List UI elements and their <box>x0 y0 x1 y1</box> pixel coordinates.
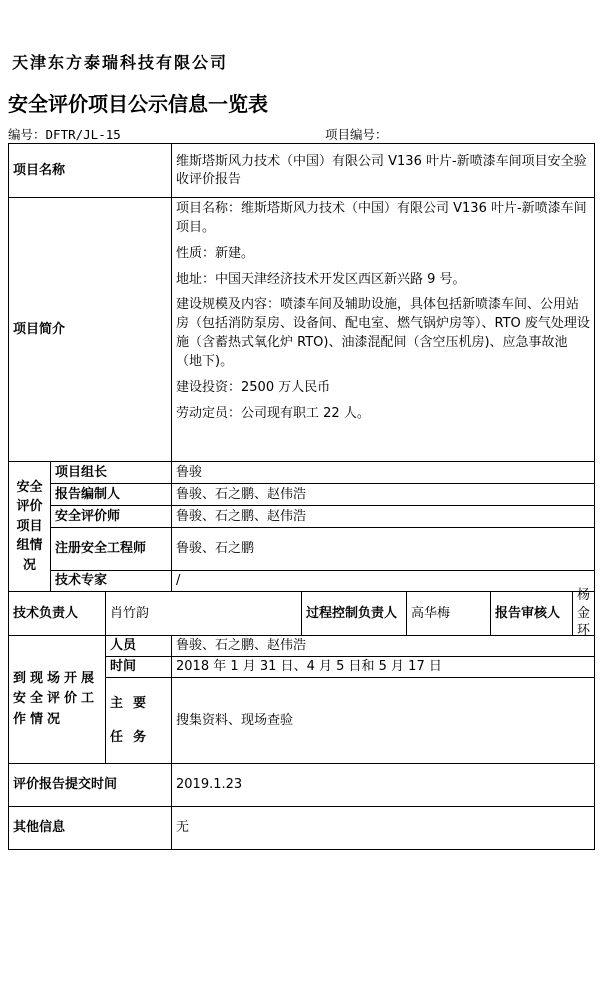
intro-line: 劳动定员：公司现有职工 22 人。 <box>176 405 370 421</box>
visit-people-value: 鲁骏、石之鹏、赵伟浩 <box>172 636 595 657</box>
project-name-label: 项目名称 <box>9 144 172 198</box>
team-row <box>9 506 595 528</box>
intro-line: 性质：新建。 <box>176 245 255 261</box>
visit-time-label: 时间 <box>106 657 172 678</box>
visit-time-value: 2018 年 1 月 31 日、4 月 5 日和 5 月 17 日 <box>172 657 595 678</box>
team-row-value: / <box>172 571 595 592</box>
row-responsible <box>9 592 595 636</box>
team-row-label: 注册安全工程师 <box>51 528 172 571</box>
tech-lead-value: 肖竹韵 <box>106 592 302 636</box>
document-title: 安全评价项目公示信息一览表 <box>8 92 268 116</box>
team-row-label: 技术专家 <box>51 571 172 592</box>
team-row-value: 鲁骏、石之鹏、赵伟浩 <box>172 484 595 506</box>
team-row <box>9 462 595 484</box>
reviewer-label: 报告审核人 <box>491 592 573 635</box>
project-number-label: 项目编号： <box>325 127 388 142</box>
intro-line: 建设规模及内容：喷漆车间及辅助设施，具体包括新喷漆车间、公用站房（包括消防泵房、设备间、配电室、燃气锅炉房等）、RTO 废气处理设施（含蓄热式氧化炉 RTO)、油漆混配间（含空压机房)、应急事故池（地下)。 <box>176 297 590 369</box>
team-row <box>9 571 595 592</box>
team-row-label: 报告编制人 <box>51 484 172 506</box>
site-visit-label: 到现场开展安全评价工作情况 <box>9 636 106 764</box>
company-name: 天津东方泰瑞科技有限公司 <box>12 53 229 72</box>
process-control-label: 过程控制负责人 <box>302 592 407 636</box>
visit-task-label: 主要任务 <box>106 678 172 764</box>
visit-people-label: 人员 <box>106 636 172 657</box>
other-info-value: 无 <box>172 807 595 850</box>
other-info-label: 其他信息 <box>9 807 172 850</box>
intro-line: 地址：中国天津经济技术开发区西区新兴路 9 号。 <box>176 271 466 287</box>
review-cell <box>491 588 595 639</box>
submit-time-value: 2019.1.23 <box>172 764 595 807</box>
team-row-value: 鲁骏、石之鹏、赵伟浩 <box>172 506 595 528</box>
team-row <box>9 484 595 506</box>
visit-task-value: 搜集资料、现场查验 <box>172 678 595 764</box>
project-intro-content <box>172 198 595 462</box>
row-submit-time <box>9 764 595 807</box>
info-table <box>8 143 595 850</box>
tech-lead-label: 技术负责人 <box>9 592 106 636</box>
team-row-label: 安全评价师 <box>51 506 172 528</box>
row-project-name <box>9 144 595 198</box>
row-other-info <box>9 807 595 850</box>
team-row-label: 项目组长 <box>51 462 172 484</box>
document-number <box>8 125 121 143</box>
doc-no-label: 编号： <box>8 127 46 142</box>
project-name-value: 维斯塔斯风力技术（中国）有限公司 V136 叶片-新喷漆车间项目安全验收评价报告 <box>172 144 595 198</box>
intro-line: 项目名称：维斯塔斯风力技术（中国）有限公司 V136 叶片-新喷漆车间项目。 <box>176 201 587 235</box>
submit-time-label: 评价报告提交时间 <box>9 764 172 807</box>
team-row-value: 鲁骏、石之鹏 <box>172 528 595 571</box>
reviewer-value: 杨金环 <box>577 588 591 639</box>
project-intro-label: 项目简介 <box>9 198 172 462</box>
doc-no-value: DFTR/JL-15 <box>45 127 121 142</box>
team-row-value: 鲁骏 <box>172 462 595 484</box>
process-control-value: 高华梅 <box>407 592 491 636</box>
intro-line: 建设投资：2500 万人民币 <box>176 379 331 395</box>
team-group-label: 安全评价项目组情况 <box>9 462 51 592</box>
row-visit-people <box>9 636 595 657</box>
row-project-intro <box>9 198 595 462</box>
team-row <box>9 528 595 571</box>
